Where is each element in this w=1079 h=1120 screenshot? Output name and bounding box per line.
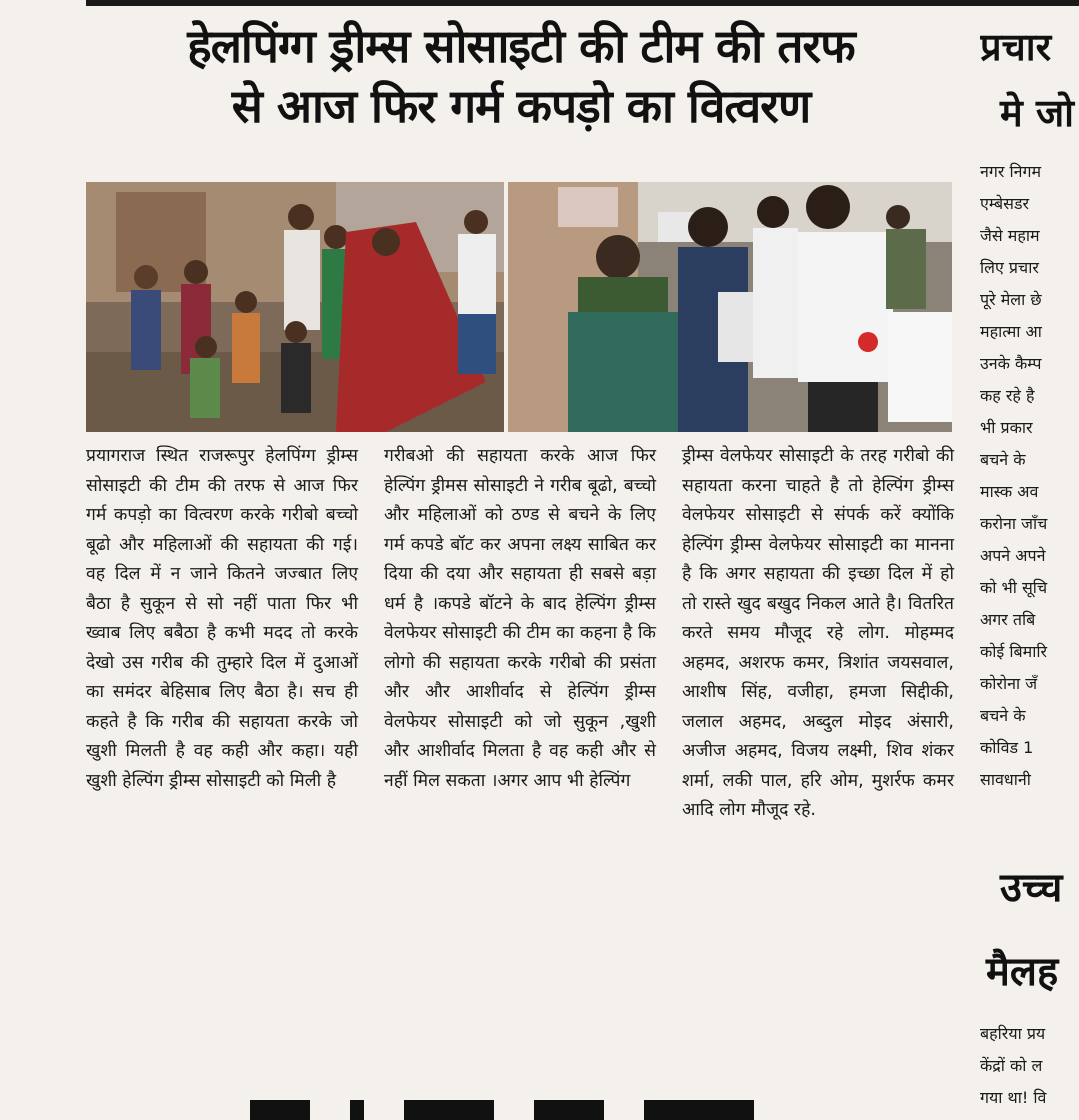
side-text-line: उनके कैम्प: [980, 354, 1042, 373]
side-text-line: अगर तबि: [980, 610, 1036, 629]
article-headline: हेलपिंग्ग ड्रीम्स सोसाइटी की टीम की तरफ से आज फिर गर्म कपड़ो का वित्वरण: [187, 19, 855, 133]
distribution-photo-left: [86, 182, 504, 432]
article-column-3-text: ड्रीम्स वेलफेयर सोसाइटी के तरह गरीबो की सहायता करना चाहते है तो हेल्पिंग ड्रीम्स वेलफेयर सोसाइटी से संपर्क करें क्योंकि हेल्पिंग ड्रीम्स वेलफेयर सोसाइटी का मानना है कि अगर सहायता की इच्छा दिल में हो तो रास्ते खुद बखुद निकल आते है। वितरित करते समय मौजूद रहे लोग. मोहम्मद अहमद, अशरफ कमर, त्रिशांत जयसवाल, आशीष सिंह, वजीहा, हमजा सिद्दीकी, जलाल अहमद, अब्दुल मोइद अंसारी, अजीज अहमद, विजय लक्ष्मी, शिव शंकर शर्मा, लकी पाल, हरि ओम, मुशर्रफ कमर आदि लोग मौजूद रहे.: [682, 446, 954, 820]
side-subhead-1: उच्च: [1000, 865, 1063, 911]
top-rule: [86, 0, 1079, 6]
side-text-line: पूरे मेला छे: [980, 290, 1042, 309]
side-text-line: मास्क अव: [980, 482, 1039, 501]
side-text-line: सावधानी: [980, 770, 1031, 789]
article-column-1: [86, 442, 358, 796]
article-column-2-text: गरीबओ की सहायता करके आज फिर हेल्पिंग ड्रीमस सोसाइटी ने गरीब बूढो, बच्चो और महिलाओं को ठण्ड से बचने के लिए गर्म कपडे बॉट कर अपना लक्ष्य साबित कर दिया की दया और सहायता ही सबसे बड़ा धर्म है ।कपडे बॉटने के बाद हेल्पिंग ड्रीम्स वेलफेयर सोसाइटी की टीम का कहना है कि लोगो की सहायता करके गरीबो की प्रसंता और और आशीर्वाद से हेल्पिंग ड्रीम्स वेलफेयर सोसाइटी को जो सुकून ,खुशी और आशीर्वाद मिलता है वह कही और से नहीं मिल सकता ।अगर आप भी हेल्पिंग: [384, 446, 656, 791]
side-headline-line-1: प्रचार: [980, 25, 1052, 69]
side-text-line: गया था! वि: [980, 1088, 1047, 1107]
side-text-line: कोविड 1: [980, 738, 1034, 757]
side-text-line: बचने के: [980, 706, 1026, 725]
article-column-1-text: प्रयागराज स्थित राजरूपुर हेलपिंग्ग ड्रीम्स सोसाइटी की टीम की तरफ से आज फिर गर्म कपड़ो का वित्वरण करके गरीबो बच्चो बूढो और महिलाओं की सहायता की गई। वह दिल में न जाने कितने जज्बात लिए बैठा है सुकून से सो नहीं पाता फिर भी ख्वाब लिए बबैठा है कभी मदद तो करके देखो उस गरीब की तुम्हारे दिल में दुआओं का समंदर बेहिसाब लिए बैठा है। सच ही कहते है कि गरीब की सहायता करके जो खुशी मिलती है वह कही और कहा। यही खुशी हेल्पिंग ड्रीम्स सोसाइटी को मिली है: [86, 446, 358, 791]
next-headline-cropped: [250, 1100, 950, 1120]
side-text-line: लिए प्रचार: [980, 258, 1039, 277]
side-text-line: नगर निगम: [980, 162, 1042, 181]
article-column-3: [682, 442, 954, 826]
side-text-line: कोरोना जँ: [980, 674, 1038, 693]
side-text-line: अपने अपने: [980, 546, 1046, 565]
side-text-line: बचने के: [980, 450, 1026, 469]
side-text-line: जैसे महाम: [980, 226, 1040, 245]
side-subhead-2: मैलह: [986, 949, 1059, 995]
distribution-photo-right: [508, 182, 952, 432]
side-text-line: बहरिया प्रय: [980, 1024, 1046, 1043]
side-text-line: कोई बिमारि: [980, 642, 1048, 661]
side-text-line: को भी सूचि: [980, 578, 1048, 597]
side-text-line: केंद्रों को ल: [980, 1056, 1043, 1075]
side-text-line: कह रहे है: [980, 386, 1035, 405]
photo-strip: [86, 182, 952, 432]
article-column-2: [384, 442, 656, 796]
side-text-line: भी प्रकार: [980, 418, 1033, 437]
side-text-line: करोना जाँच: [980, 514, 1048, 533]
side-text-line: महात्मा आ: [980, 322, 1042, 341]
adjacent-article-column: [980, 0, 1079, 1120]
side-headline-line-2: मे जो: [1000, 91, 1074, 135]
side-text-line: एम्बेसडर: [980, 194, 1030, 213]
